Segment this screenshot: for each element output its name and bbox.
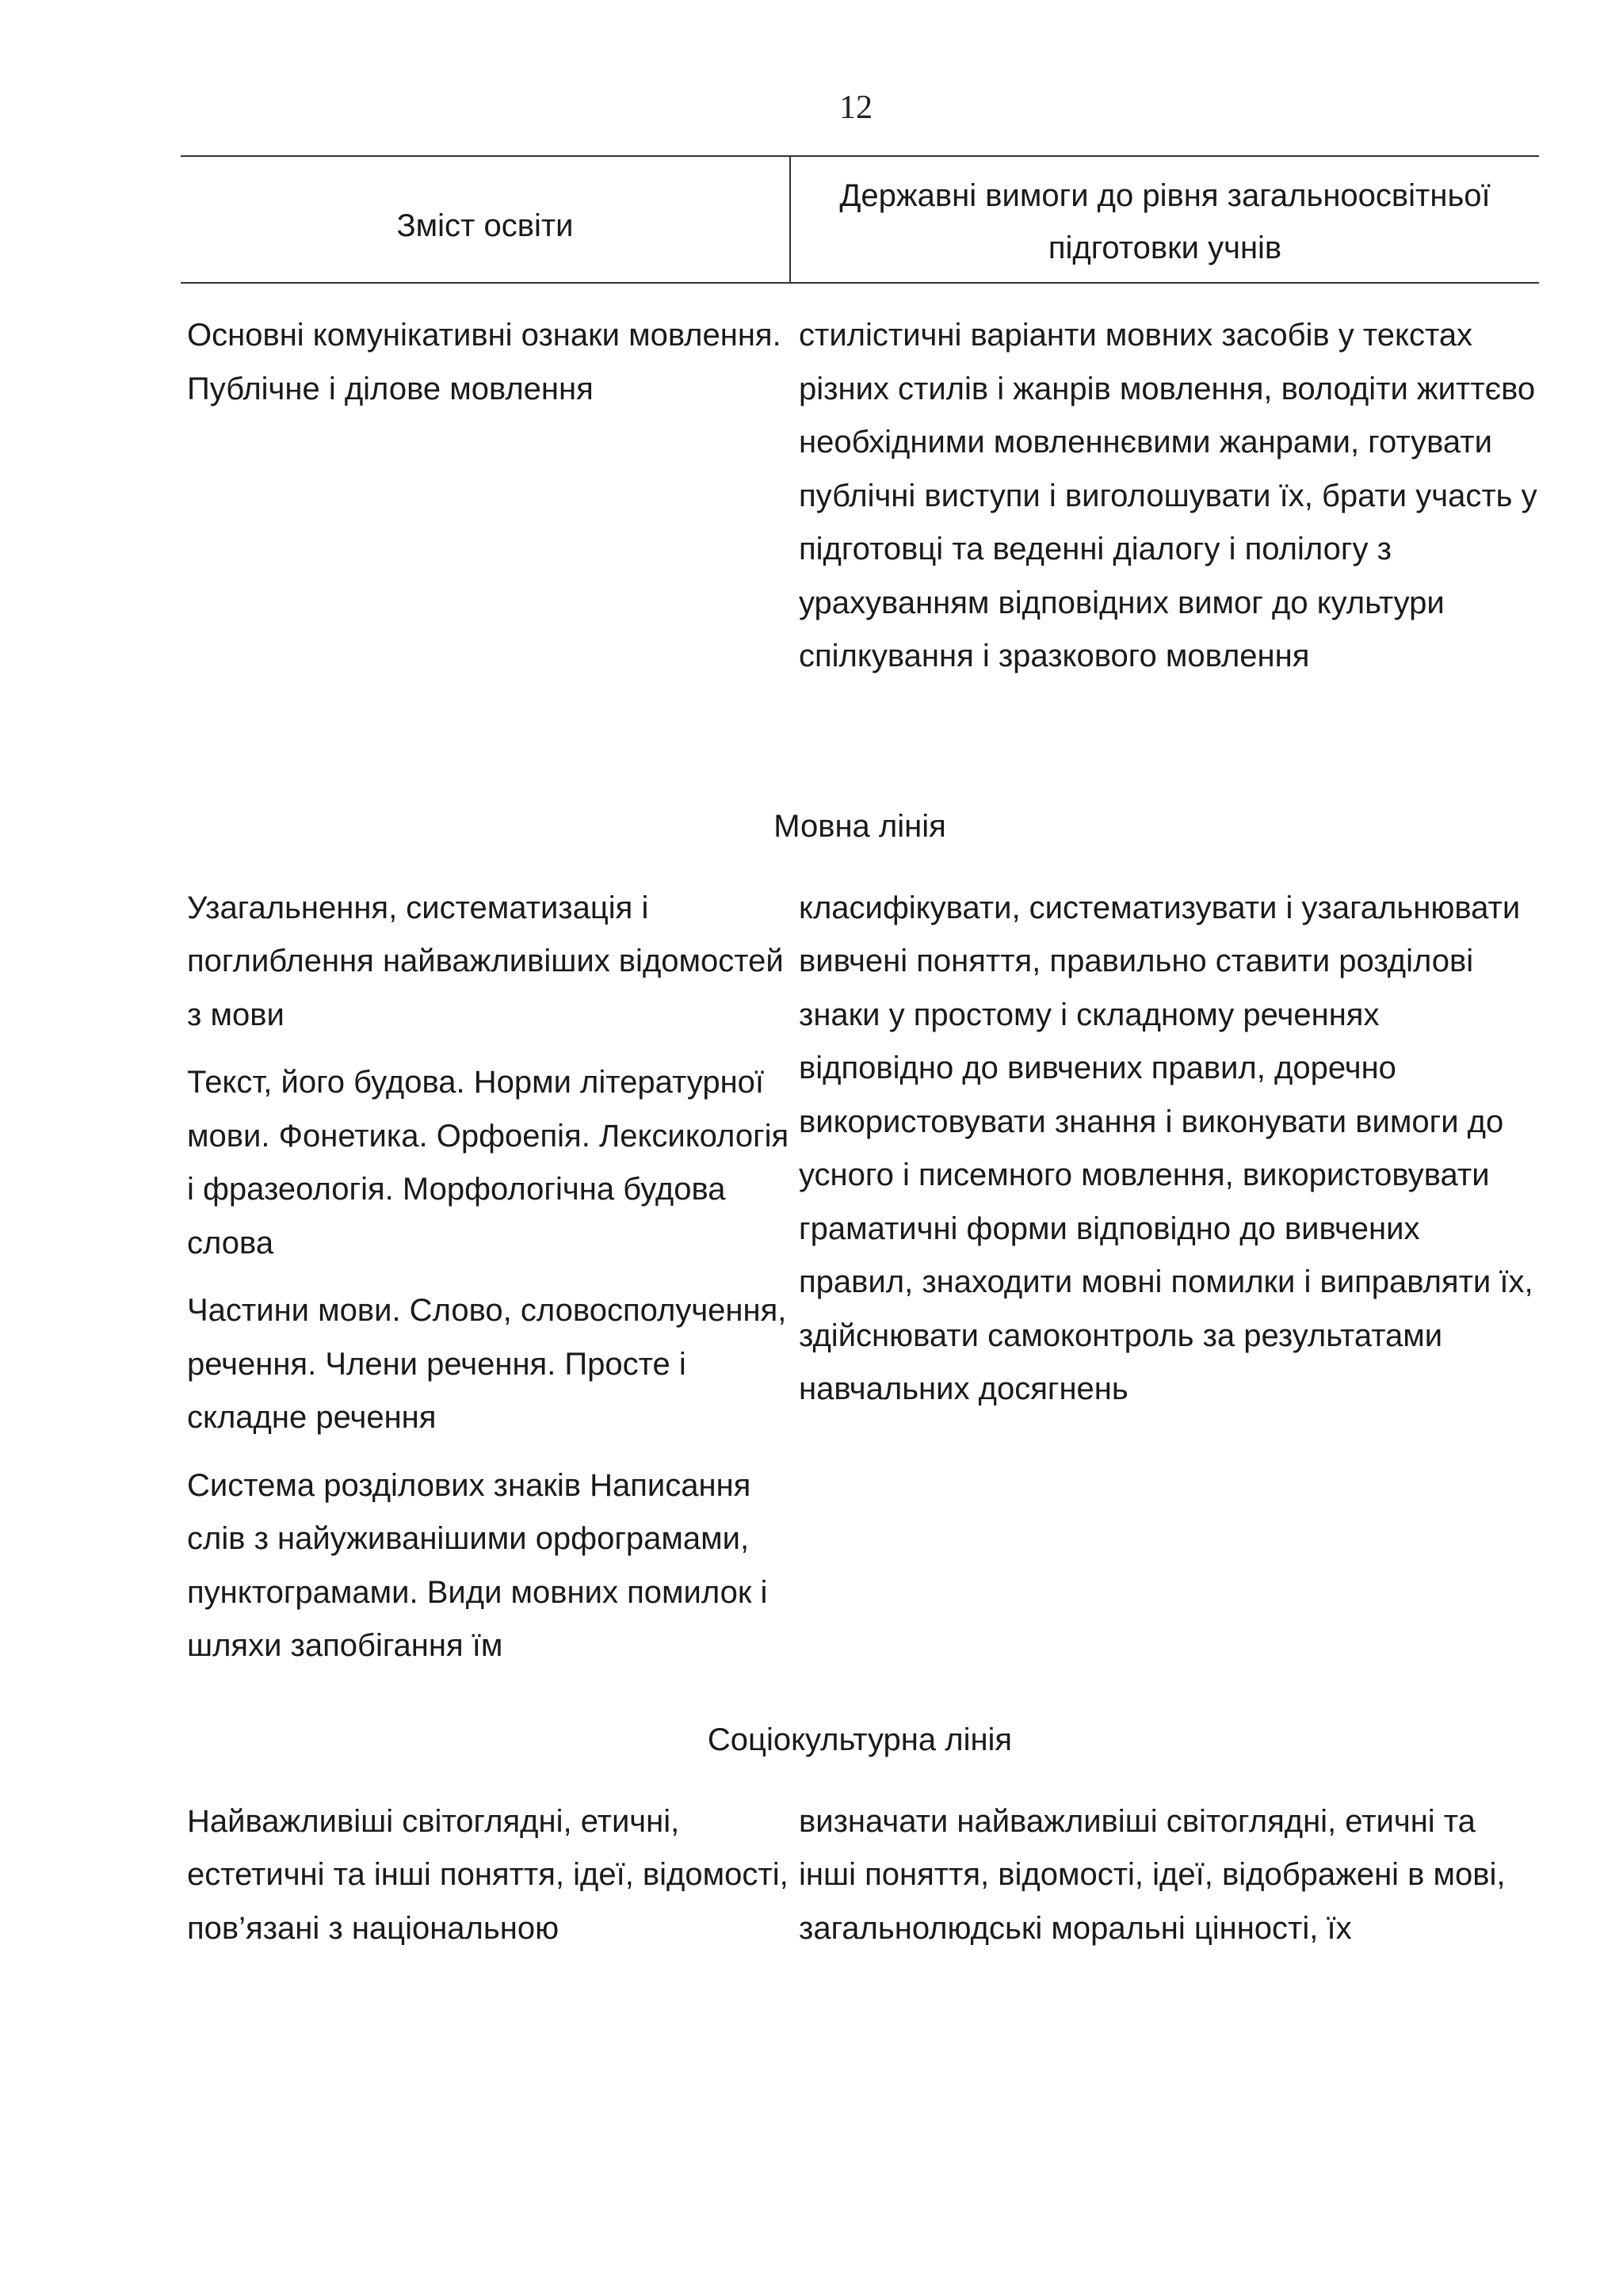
row-content-cell — [181, 882, 791, 1688]
requirements-paragraph: стилістичні варіанти мовних засобів у текстах різних стилів і жанрів мовлення, володіти життєво необхідними мовленнєвими жанрами, готувати публічні виступи і виголошувати їх, брати участь у підготовці та веденні діалогу і полілогу з урахуванням відповідних вимог до культури спілкування і зразкового мовлення — [799, 318, 1537, 673]
content-paragraph: Система розділових знаків Написання слів з найуживанішими орфограмами, пунктограмами. Види мовних помилок і шляхи запобігання їм — [187, 1467, 768, 1663]
row-requirements-cell — [791, 309, 1539, 698]
content-paragraph: Узагальнення, систематизація і поглиблення найважливіших відомостей з мови — [187, 890, 784, 1032]
curriculum-table — [181, 155, 1539, 1970]
content-paragraph: Найважливіші світоглядні, етичні, естетичні та інші поняття, ідеї, відомості, пов’язані з національною — [187, 1803, 789, 1946]
requirements-paragraph: класифікувати, систематизувати і узагальнювати вивчені поняття, правильно ставити розділові знаки у простому і складному реченнях відповідно до вивчених правил, доречно використовувати знання і виконувати вимоги до усного і писемного мовлення, використовувати граматичні форми відповідно до вивчених правил, знаходити мовні помилки і виправляти їх, здійснювати самоконтроль за результатами навчальних досягнень — [799, 890, 1533, 1406]
table-row — [181, 882, 1539, 1688]
header-state-requirements: Державні вимоги до рівня загальноосвітньої підготовки учнів — [839, 178, 1491, 265]
section-heading-language-line: Мовна лінія — [773, 808, 946, 844]
page-number: 12 — [839, 90, 873, 126]
content-paragraph: Частини мови. Слово, словосполучення, речення. Члени речення. Просте і складне речення — [187, 1293, 787, 1435]
requirements-paragraph: визначати найважливіші світоглядні, етичні та інші поняття, відомості, ідеї, відображені в мові, загальнолюдські моральні цінності, їх — [799, 1803, 1506, 1946]
content-paragraph: Основні комунікативні ознаки мовлення. Публічне і ділове мовлення — [187, 318, 781, 406]
header-education-content: Зміст освіти — [181, 157, 791, 282]
table-row — [181, 1795, 1539, 1970]
row-requirements-cell — [791, 1795, 1539, 1970]
table-header — [181, 155, 1539, 284]
row-content-cell — [181, 1795, 791, 1970]
content-paragraph: Текст, його будова. Норми літературної мови. Фонетика. Орфоепія. Лексикологія і фразеологія. Морфологічна будова слова — [187, 1065, 789, 1261]
section-heading-sociocultural-line: Соціокультурна лінія — [707, 1722, 1013, 1757]
row-content-cell — [181, 309, 791, 698]
row-requirements-cell — [791, 882, 1539, 1688]
table-row — [181, 309, 1539, 698]
